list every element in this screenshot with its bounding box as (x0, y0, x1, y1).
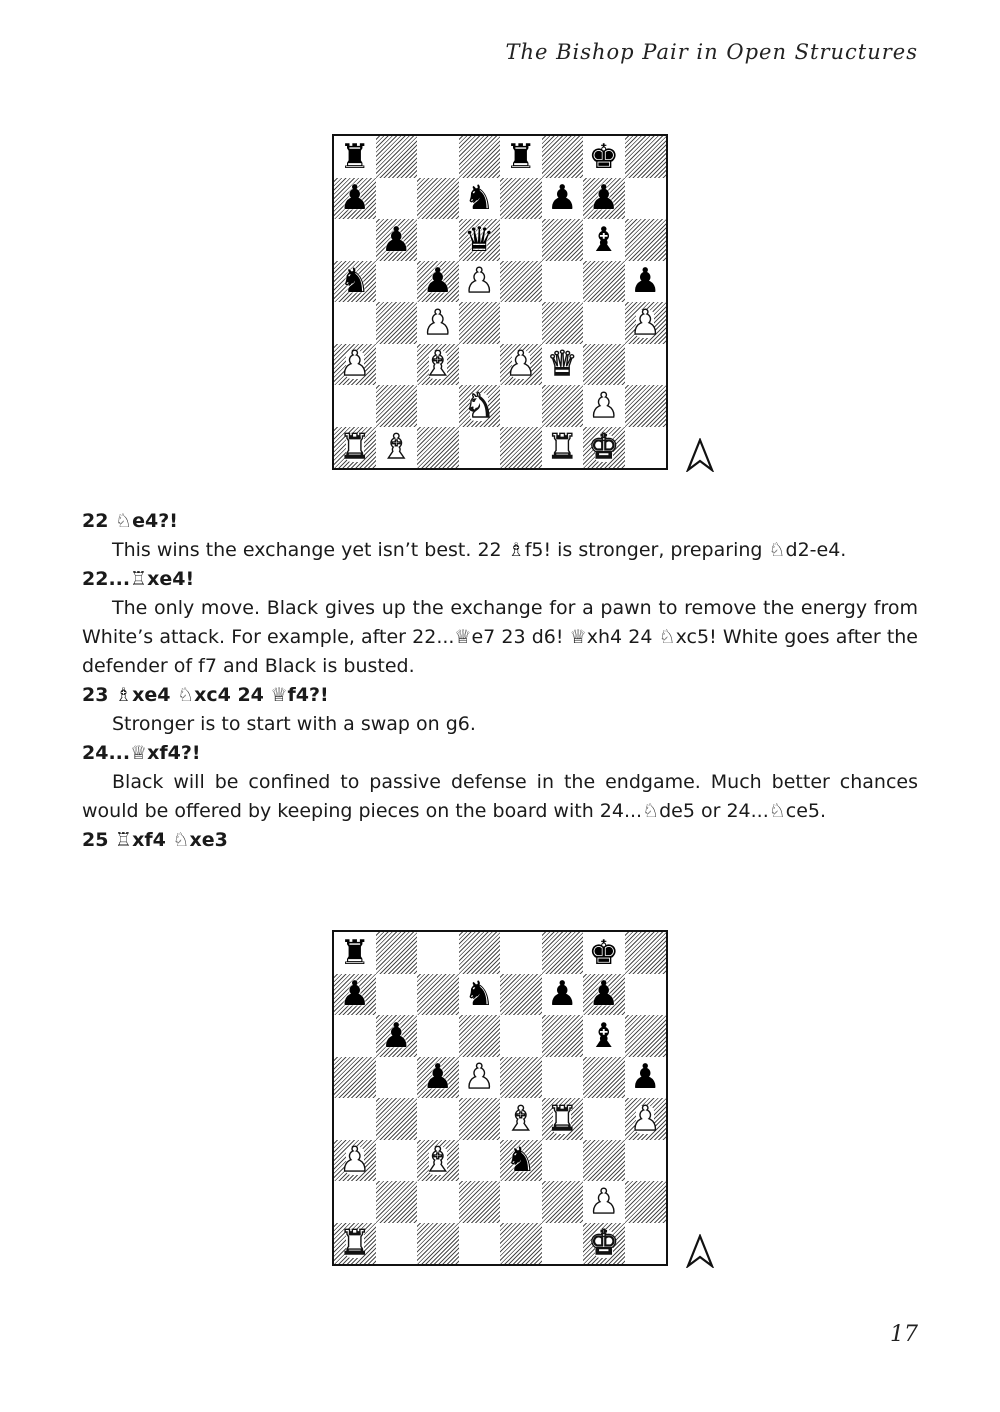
black-pawn-icon: ♟ (630, 261, 661, 302)
black-king-icon: ♚ (588, 136, 619, 177)
white-rook-icon: ♜ (339, 427, 370, 468)
square-e6 (500, 1015, 542, 1057)
white-queen-icon: ♛ (547, 344, 578, 385)
white-pawn-icon: ♟ (588, 385, 619, 426)
black-knight-icon: ♞ (464, 974, 495, 1015)
running-head: The Bishop Pair in Open Structures (505, 40, 918, 64)
square-d5 (459, 261, 501, 303)
square-e4 (500, 1098, 542, 1140)
black-bishop-icon: ♝ (588, 219, 619, 260)
square-b6 (376, 1015, 418, 1057)
square-g5 (583, 261, 625, 303)
square-b2 (376, 385, 418, 427)
square-c1 (417, 1223, 459, 1265)
black-pawn-icon: ♟ (381, 219, 412, 260)
square-e3 (500, 1140, 542, 1182)
square-e7 (500, 974, 542, 1016)
square-b8 (376, 932, 418, 974)
square-g8 (583, 136, 625, 178)
square-b1 (376, 427, 418, 469)
black-king-icon: ♚ (588, 932, 619, 973)
square-g2 (583, 385, 625, 427)
black-rook-icon: ♜ (339, 136, 370, 177)
square-a2 (334, 385, 376, 427)
square-e3 (500, 344, 542, 386)
white-pawn-icon: ♟ (630, 1098, 661, 1139)
square-b4 (376, 1098, 418, 1140)
move-line: 22...♖xe4! (82, 568, 195, 590)
square-f6 (542, 219, 584, 261)
square-b1 (376, 1223, 418, 1265)
black-rook-icon: ♜ (505, 136, 536, 177)
square-d6 (459, 1015, 501, 1057)
white-king-icon: ♚ (588, 427, 619, 468)
white-rook-icon: ♜ (547, 1098, 578, 1139)
commentary-block-1 (82, 507, 918, 855)
square-a7 (334, 178, 376, 220)
square-b3 (376, 344, 418, 386)
white-bishop-icon: ♝ (422, 344, 453, 385)
square-c7 (417, 178, 459, 220)
square-c4 (417, 302, 459, 344)
white-pawn-icon: ♟ (339, 1140, 370, 1181)
square-d4 (459, 1098, 501, 1140)
black-queen-icon: ♛ (464, 219, 495, 260)
square-b5 (376, 1057, 418, 1099)
square-e2 (500, 1181, 542, 1223)
square-e1 (500, 1223, 542, 1265)
square-d1 (459, 1223, 501, 1265)
square-c5 (417, 261, 459, 303)
square-d8 (459, 932, 501, 974)
comment-paragraph: Black will be confined to passive defense in the endgame. Much better chances would be offered by keeping pieces on the board with 24...♘de5 or 24...♘ce5. (82, 771, 918, 822)
square-d6 (459, 219, 501, 261)
square-g1 (583, 1223, 625, 1265)
square-h7 (625, 178, 667, 220)
square-e8 (500, 136, 542, 178)
square-h8 (625, 136, 667, 178)
square-f6 (542, 1015, 584, 1057)
white-knight-icon: ♞ (464, 385, 495, 426)
square-g8 (583, 932, 625, 974)
square-b3 (376, 1140, 418, 1182)
square-e2 (500, 385, 542, 427)
square-d7 (459, 178, 501, 220)
black-pawn-icon: ♟ (547, 178, 578, 219)
square-h3 (625, 344, 667, 386)
square-a1 (334, 1223, 376, 1265)
square-g6 (583, 1015, 625, 1057)
square-h8 (625, 932, 667, 974)
square-a5 (334, 1057, 376, 1099)
white-rook-icon: ♜ (339, 1223, 370, 1264)
square-d4 (459, 302, 501, 344)
square-h4 (625, 302, 667, 344)
square-b8 (376, 136, 418, 178)
square-a6 (334, 219, 376, 261)
square-b2 (376, 1181, 418, 1223)
square-c6 (417, 1015, 459, 1057)
square-f3 (542, 344, 584, 386)
black-bishop-icon: ♝ (588, 1015, 619, 1056)
square-g4 (583, 302, 625, 344)
chess-diagram-2 (332, 930, 668, 1266)
square-e6 (500, 219, 542, 261)
white-rook-icon: ♜ (547, 427, 578, 468)
square-c8 (417, 136, 459, 178)
square-a2 (334, 1181, 376, 1223)
square-f8 (542, 136, 584, 178)
black-pawn-icon: ♟ (588, 974, 619, 1015)
square-f8 (542, 932, 584, 974)
square-f5 (542, 1057, 584, 1099)
move-line: 24...♕xf4?! (82, 742, 201, 764)
white-bishop-icon: ♝ (381, 427, 412, 468)
square-f2 (542, 1181, 584, 1223)
move-line: 23 ♗xe4 ♘xc4 24 ♕f4?! (82, 684, 329, 706)
white-bishop-icon: ♝ (422, 1140, 453, 1181)
black-pawn-icon: ♟ (381, 1015, 412, 1056)
square-e4 (500, 302, 542, 344)
square-f1 (542, 1223, 584, 1265)
square-g5 (583, 1057, 625, 1099)
black-pawn-icon: ♟ (339, 974, 370, 1015)
square-d2 (459, 385, 501, 427)
square-f7 (542, 178, 584, 220)
square-h6 (625, 219, 667, 261)
black-pawn-icon: ♟ (547, 974, 578, 1015)
square-g6 (583, 219, 625, 261)
black-pawn-icon: ♟ (630, 1057, 661, 1098)
white-pawn-icon: ♟ (505, 344, 536, 385)
black-pawn-icon: ♟ (588, 178, 619, 219)
square-d8 (459, 136, 501, 178)
square-h5 (625, 261, 667, 303)
square-a6 (334, 1015, 376, 1057)
square-a5 (334, 261, 376, 303)
white-pawn-icon: ♟ (588, 1181, 619, 1222)
square-h7 (625, 974, 667, 1016)
square-e8 (500, 932, 542, 974)
square-f1 (542, 427, 584, 469)
square-h3 (625, 1140, 667, 1182)
square-a8 (334, 136, 376, 178)
square-b5 (376, 261, 418, 303)
black-pawn-icon: ♟ (422, 261, 453, 302)
black-pawn-icon: ♟ (339, 178, 370, 219)
square-c2 (417, 1181, 459, 1223)
square-f4 (542, 302, 584, 344)
square-g3 (583, 1140, 625, 1182)
square-f3 (542, 1140, 584, 1182)
square-a3 (334, 344, 376, 386)
square-d2 (459, 1181, 501, 1223)
black-rook-icon: ♜ (339, 932, 370, 973)
square-c3 (417, 344, 459, 386)
square-h6 (625, 1015, 667, 1057)
square-h5 (625, 1057, 667, 1099)
square-e1 (500, 427, 542, 469)
page-number: 17 (890, 1322, 918, 1347)
white-pawn-icon: ♟ (422, 302, 453, 343)
move-line: 22 ♘e4?! (82, 510, 178, 532)
square-h1 (625, 1223, 667, 1265)
square-h4 (625, 1098, 667, 1140)
white-pawn-icon: ♟ (464, 261, 495, 302)
square-d7 (459, 974, 501, 1016)
square-h2 (625, 1181, 667, 1223)
square-g3 (583, 344, 625, 386)
square-h1 (625, 427, 667, 469)
square-g1 (583, 427, 625, 469)
square-f4 (542, 1098, 584, 1140)
comment-paragraph: Stronger is to start with a swap on g6. (112, 713, 476, 735)
square-a4 (334, 1098, 376, 1140)
square-b7 (376, 178, 418, 220)
black-pawn-icon: ♟ (422, 1057, 453, 1098)
black-knight-icon: ♞ (505, 1140, 536, 1181)
square-f2 (542, 385, 584, 427)
white-to-move-triangle-icon (686, 438, 714, 472)
square-b4 (376, 302, 418, 344)
square-g7 (583, 178, 625, 220)
square-e7 (500, 178, 542, 220)
comment-paragraph: The only move. Black gives up the exchange for a pawn to remove the energy from White’s attack. For example, after 22...♕e7 23 d6! ♕xh4 24 ♘xc5! White goes after the defender of f7 and Black is busted. (82, 597, 918, 677)
square-a4 (334, 302, 376, 344)
comment-paragraph: This wins the exchange yet isn’t best. 22 ♗f5! is stronger, preparing ♘d2-e4. (112, 539, 847, 561)
square-e5 (500, 1057, 542, 1099)
square-f5 (542, 261, 584, 303)
square-a3 (334, 1140, 376, 1182)
square-c2 (417, 385, 459, 427)
white-pawn-icon: ♟ (464, 1057, 495, 1098)
square-d5 (459, 1057, 501, 1099)
square-b7 (376, 974, 418, 1016)
square-d3 (459, 1140, 501, 1182)
move-line: 25 ♖xf4 ♘xe3 (82, 829, 228, 851)
white-king-icon: ♚ (588, 1223, 619, 1264)
square-g7 (583, 974, 625, 1016)
black-knight-icon: ♞ (339, 261, 370, 302)
square-f7 (542, 974, 584, 1016)
square-b6 (376, 219, 418, 261)
square-d3 (459, 344, 501, 386)
square-g4 (583, 1098, 625, 1140)
square-c6 (417, 219, 459, 261)
square-a7 (334, 974, 376, 1016)
black-knight-icon: ♞ (464, 178, 495, 219)
chess-diagram-1 (332, 134, 668, 470)
white-pawn-icon: ♟ (630, 302, 661, 343)
square-c3 (417, 1140, 459, 1182)
square-a1 (334, 427, 376, 469)
white-pawn-icon: ♟ (339, 344, 370, 385)
square-d1 (459, 427, 501, 469)
square-c4 (417, 1098, 459, 1140)
square-e5 (500, 261, 542, 303)
white-to-move-triangle-icon (686, 1234, 714, 1268)
square-a8 (334, 932, 376, 974)
square-h2 (625, 385, 667, 427)
square-c1 (417, 427, 459, 469)
white-bishop-icon: ♝ (505, 1098, 536, 1139)
square-g2 (583, 1181, 625, 1223)
square-c8 (417, 932, 459, 974)
square-c7 (417, 974, 459, 1016)
square-c5 (417, 1057, 459, 1099)
